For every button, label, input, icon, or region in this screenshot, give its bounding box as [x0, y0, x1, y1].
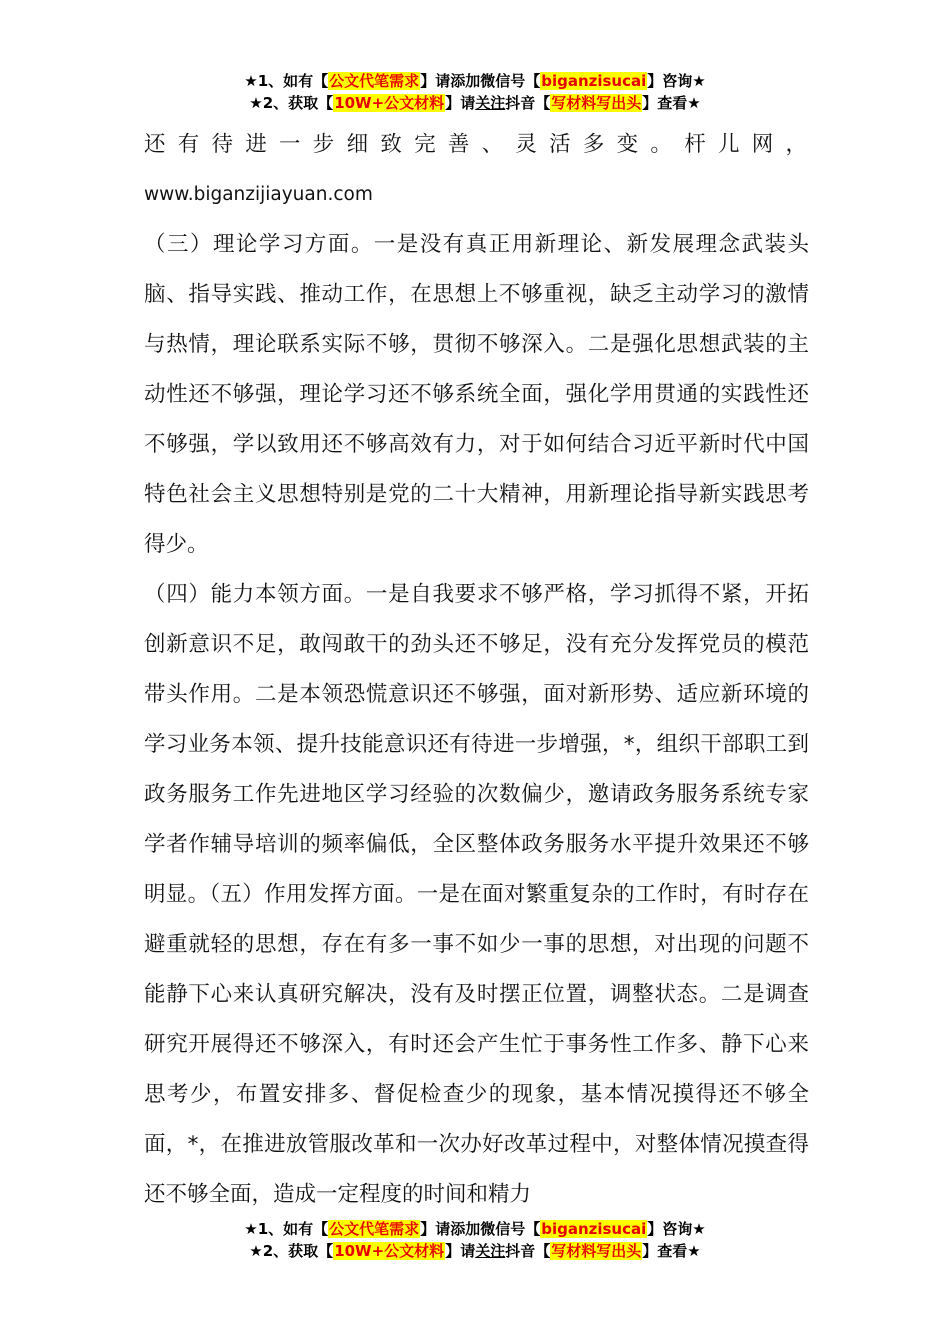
- highlight-materials: 10W+公文材料: [334, 94, 445, 112]
- banner-line-1: ★1、如有【公文代笔需求】请添加微信号【biganzisucai】咨询★: [244, 72, 706, 90]
- banner-line-2: ★2、获取【10W+公文材料】请关注抖音【写材料写出头】查看★: [249, 94, 701, 112]
- banner-line-1-bottom: ★1、如有【公文代笔需求】请添加微信号【biganzisucai】咨询★: [244, 1220, 706, 1238]
- paragraph-theory-study: （三）理论学习方面。一是没有真正用新理论、新发展理念武装头脑、指导实践、推动工作，在思想上不够重视，缺乏主动学习的激情与热情，理论联系实际不够，贯彻不够深入。二是强化思想武装的主动性还不够强，理论学习还不够系统全面，强化学用贯通的实践性还不够强，学以致用还不够高效有力，对于如何结合习近平新时代中国特色社会主义思想特别是党的二十大精神，用新理论指导新实践思考得少。: [144, 232, 809, 557]
- highlight-douyin-bottom: 写材料写出头: [551, 1242, 642, 1260]
- top-banner: [0, 70, 950, 114]
- highlight-materials-bottom: 10W+公文材料: [334, 1242, 445, 1260]
- highlight-wechat-id-bottom: biganzisucai: [541, 1220, 647, 1238]
- highlight-service: 公文代笔需求: [329, 72, 420, 90]
- document-body: [144, 120, 809, 1220]
- bottom-banner: [0, 1218, 950, 1262]
- website-url: www.biganzijiayuan.com: [144, 184, 373, 205]
- paragraph-capability: （四）能力本领方面。一是自我要求不够严格，学习抓得不紧，开拓创新意识不足，敢闯敢干的劲头还不够足，没有充分发挥党员的模范带头作用。二是本领恐慌意识还不够强，面对新形势、适应新环境的学习业务本领、提升技能意识还有待进一步增强，*，组织干部职工到政务服务工作先进地区学习经验的次数偏少，邀请政务服务系统专家学者作辅导培训的频率偏低，全区整体政务服务水平提升效果还不够明显。（五）作用发挥方面。一是在面对繁重复杂的工作时，有时存在避重就轻的思想，存在有多一事不如少一事的思想，对出现的问题不能静下心来认真研究解决，没有及时摆正位置，调整状态。二是调查研究开展得还不够深入，有时还会产生忙于事务性工作多、静下心来思考少，布置安排多、督促检查少的现象，基本情况摸得还不够全面，*，在推进放管服改革和一次办好改革过程中，对整体情况摸查得还不够全面，造成一定程度的时间和精力: [144, 582, 809, 1207]
- banner-line-2-bottom: ★2、获取【10W+公文材料】请关注抖音【写材料写出头】查看★: [249, 1242, 701, 1260]
- continued-line: 还有待进一步细致完善、灵活多变。杆儿网，: [144, 132, 809, 157]
- highlight-service-bottom: 公文代笔需求: [329, 1220, 420, 1238]
- highlight-wechat-id: biganzisucai: [541, 72, 647, 90]
- highlight-douyin: 写材料写出头: [551, 94, 642, 112]
